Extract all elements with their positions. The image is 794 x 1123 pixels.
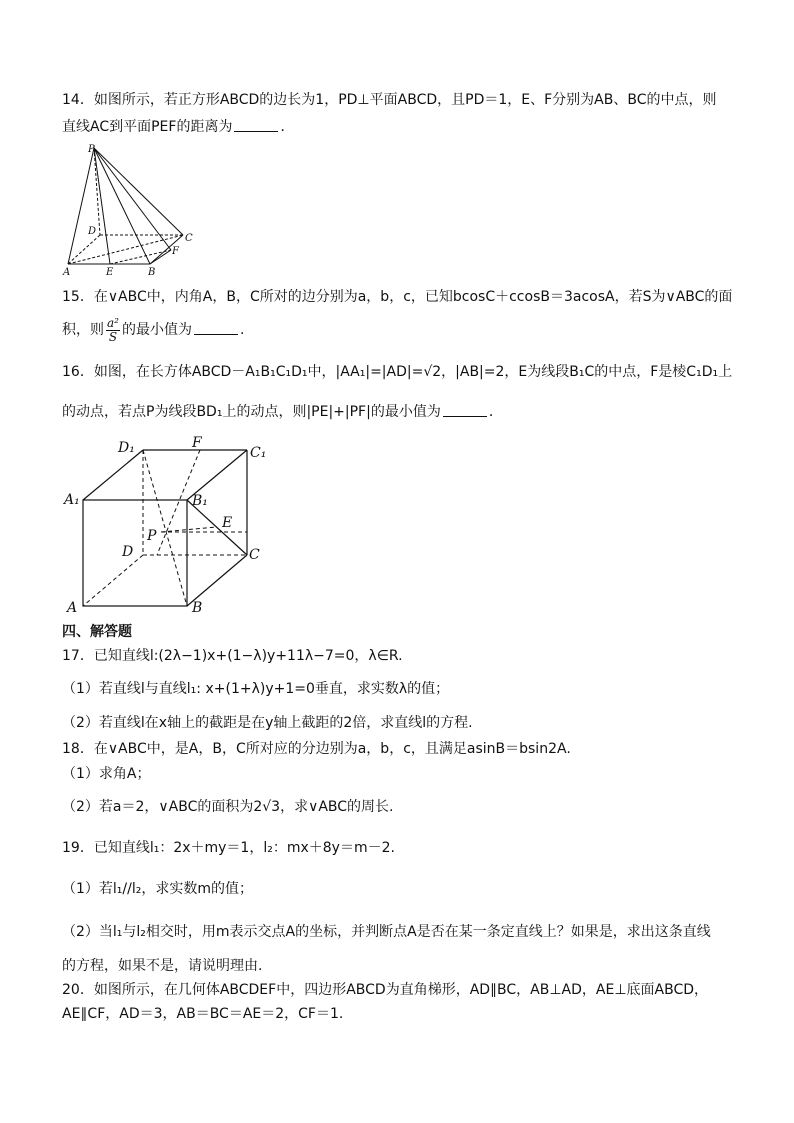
problem-15-pre: 积，则	[62, 322, 104, 338]
section-heading: 四、解答题	[62, 624, 132, 640]
label-f: F	[192, 435, 202, 451]
problem-15-line-1: 15．在∨ABC中，内角A，B，C所对的边分别为a，b，c，已知bcosC＋ccosB＝3acosA，若S为∨ABC的面	[62, 289, 733, 305]
answer-blank	[194, 321, 238, 335]
answer-blank	[234, 118, 278, 132]
problem-14-text: 直线AC到平面PEF的距离为	[62, 119, 233, 135]
pyramid-figure	[60, 140, 200, 280]
problem-16-text: 的动点，若点P为线段BD₁上的动点，则|PE|+|PF|的最小值为	[62, 404, 441, 420]
problem-20-line-1: 20．如图所示，在几何体ABCDEF中，四边形ABCD为直角梯形，AD∥BC，AB⊥AD，AE⊥底面ABCD，	[62, 982, 709, 998]
fraction	[106, 317, 120, 344]
problem-14-line-2	[62, 117, 294, 137]
label-e: E	[106, 267, 114, 278]
cuboid-figure	[62, 430, 282, 620]
problem-19-line-4: 的方程，如果不是，请说明理由.	[62, 958, 263, 974]
label-e: E	[222, 515, 233, 531]
label-a: A	[67, 600, 78, 616]
answer-blank	[443, 403, 487, 417]
label-p: P	[147, 528, 157, 544]
fraction-numerator: a²	[107, 315, 119, 330]
problem-15-end: .	[239, 322, 245, 338]
label-d: D	[122, 544, 134, 560]
problem-16-line-1: 16．如图，在长方体ABCD－A₁B₁C₁D₁中，|AA₁|=|AD|=√2，|AB|=2，E为线段B₁C的中点，F是棱C₁D₁上	[62, 364, 733, 380]
label-b1: B₁	[192, 493, 208, 509]
label-b: B	[192, 600, 203, 616]
label-p: P	[88, 144, 95, 155]
label-d1: D₁	[118, 440, 135, 456]
problem-15-post: 的最小值为	[121, 322, 192, 338]
problem-17-line-2: （1）若直线l与直线l₁: x+(1+λ)y+1=0垂直，求实数λ的值；	[62, 681, 450, 697]
label-d: D	[88, 226, 97, 237]
label-c: C	[249, 547, 260, 563]
problem-18-line-3: （2）若a＝2，∨ABC的面积为2√3，求∨ABC的周长.	[62, 799, 394, 815]
problem-19-line-1: 19．已知直线l₁：2x＋my＝1，l₂：mx＋8y＝m－2.	[62, 840, 395, 856]
fraction-denominator: S	[108, 329, 118, 344]
label-a1: A₁	[64, 492, 80, 508]
label-a: A	[63, 267, 71, 278]
label-c1: C₁	[250, 445, 267, 461]
label-c: C	[185, 233, 193, 244]
problem-15-line-2	[62, 313, 244, 347]
problem-18-line-1: 18．在∨ABC中，是A，B，C所对应的分边别为a，b，c，且满足asinB＝bsin2A.	[62, 741, 571, 757]
problem-16-end: ．	[488, 404, 503, 420]
problem-14-line-1: 14．如图所示，若正方形ABCD的边长为1，PD⊥平面ABCD，且PD＝1，E、F分别为AB、BC的中点，则	[62, 92, 717, 108]
problem-19-line-3: （2）当l₁与l₂相交时，用m表示交点A的坐标，并判断点A是否在某一条定直线上？如果是，求出这条直线	[62, 924, 711, 940]
label-b: B	[148, 267, 156, 278]
problem-17-line-1: 17．已知直线l:(2λ−1)x+(1−λ)y+11λ−7=0，λ∈R.	[62, 648, 403, 664]
label-f: F	[172, 246, 179, 257]
problem-20-line-2: AE∥CF，AD＝3，AB＝BC＝AE＝2，CF＝1.	[62, 1006, 344, 1022]
problem-17-line-3: （2）若直线l在x轴上的截距是在y轴上截距的2倍，求直线l的方程.	[62, 715, 473, 731]
problem-16-line-2	[62, 402, 503, 422]
problem-18-line-2: （1）求角A；	[62, 766, 151, 782]
problem-14-end: ．	[280, 119, 295, 135]
problem-19-line-2: （1）若l₁//l₂，求实数m的值；	[62, 881, 253, 897]
